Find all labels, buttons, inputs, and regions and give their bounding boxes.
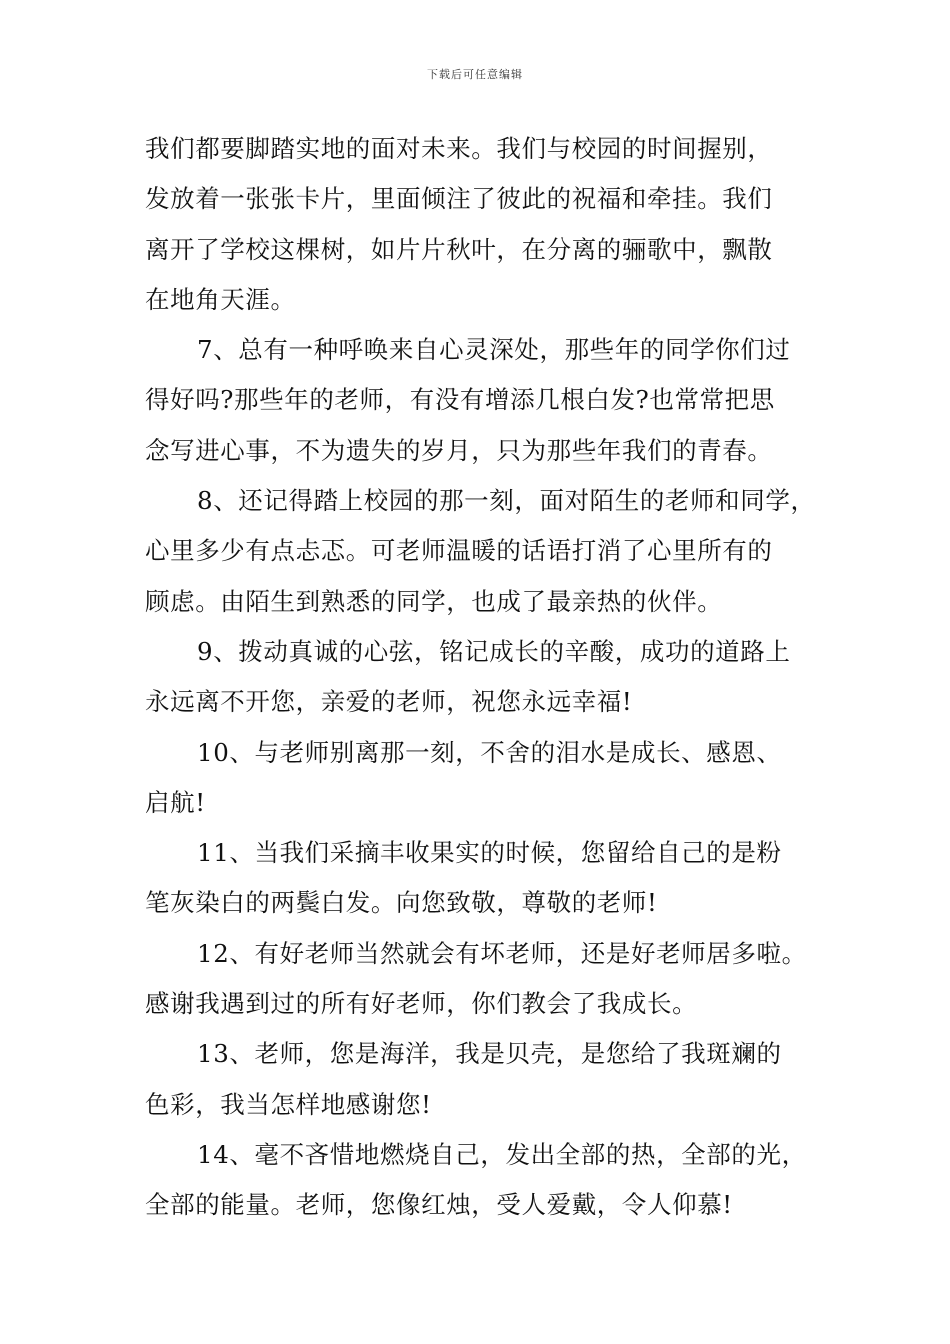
text-line: 顾虑。由陌生到熟悉的同学，也成了最亲热的伙伴。: [145, 586, 723, 616]
paragraph: [145, 929, 825, 1030]
text-line: 10、与老师别离那一刻，不舍的泪水是成长、感恩、: [197, 737, 782, 767]
text-line: 离开了学校这棵树，如片片秋叶，在分离的骊歌中，飘散: [145, 234, 773, 264]
text-line: 启航!: [145, 787, 206, 817]
paragraph: [145, 325, 825, 476]
text-line: 12、有好老师当然就会有坏老师，还是好老师居多啦。: [197, 938, 807, 968]
paragraph: [145, 1029, 825, 1130]
text-line: 笔灰染白的两鬓白发。向您致敬，尊敬的老师!: [145, 888, 658, 918]
text-line: 14、毫不吝惜地燃烧自己，发出全部的热，全部的光，: [197, 1139, 807, 1169]
paragraph: [145, 627, 825, 728]
text-line: 在地角天涯。: [145, 284, 296, 314]
paragraph: [145, 728, 825, 829]
text-line: 全部的能量。老师，您像红烛，受人爱戴，令人仰慕!: [145, 1190, 733, 1220]
text-line: 11、当我们采摘丰收果实的时候，您留给自己的是粉: [197, 838, 782, 868]
document-body: [145, 124, 825, 1231]
text-line: 7、总有一种呼唤来自心灵深处，那些年的同学你们过: [197, 335, 791, 365]
text-line: 念写进心事，不为遗失的岁月，只为那些年我们的青春。: [145, 435, 773, 465]
text-line: 心里多少有点忐忑。可老师温暖的话语打消了心里所有的: [145, 536, 773, 566]
text-line: 我们都要脚踏实地的面对未来。我们与校园的时间握别，: [145, 134, 773, 163]
text-line: 永远离不开您，亲爱的老师，祝您永远幸福!: [145, 687, 633, 717]
paragraph: [145, 1130, 825, 1231]
text-line: 感谢我遇到过的所有好老师，你们教会了我成长。: [145, 989, 698, 1019]
paragraph: [145, 124, 825, 325]
paragraph: [145, 828, 825, 929]
text-line: 8、还记得踏上校园的那一刻，面对陌生的老师和同学，: [197, 486, 816, 516]
text-line: 13、老师，您是海洋，我是贝壳，是您给了我斑斓的: [197, 1039, 782, 1069]
text-line: 色彩，我当怎样地感谢您!: [145, 1089, 432, 1119]
text-line: 9、拨动真诚的心弦，铭记成长的辛酸，成功的道路上: [197, 636, 791, 666]
text-line: 得好吗?那些年的老师，有没有增添几根白发?也常常把思: [145, 385, 775, 415]
text-line: 发放着一张张卡片，里面倾注了彼此的祝福和牵挂。我们: [145, 184, 773, 214]
paragraph: [145, 476, 825, 627]
page-header: 下载后可任意编辑: [427, 68, 523, 81]
